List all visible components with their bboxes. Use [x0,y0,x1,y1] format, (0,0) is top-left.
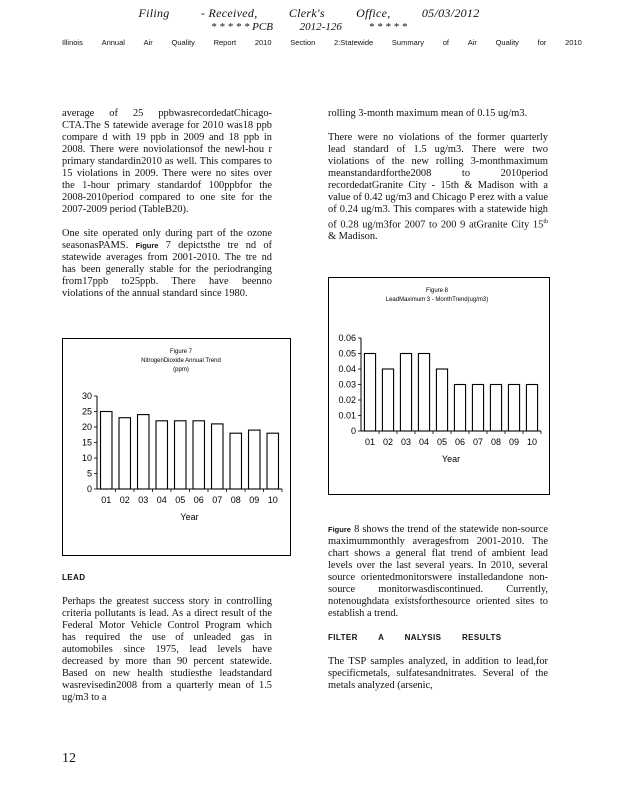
pcb-label: * * * * * PCB [210,21,273,33]
received-word: - Received, [200,6,258,20]
figure-8-svg [329,278,549,494]
paragraph-violations [328,132,548,243]
x-tick-label: 09 [249,495,260,505]
running-header-word: Air [143,38,153,47]
figure-7-chart [62,338,291,556]
bar [230,433,241,489]
chart-title-line: LeadMaximum 3 - MonthTrend(ug/m3) [385,297,489,303]
x-tick-label: 02 [119,495,130,505]
pcb-stamp [0,21,618,33]
y-tick-label: 25 [81,406,92,417]
x-tick-label: 01 [101,495,112,505]
bar [454,385,465,432]
bar [267,433,278,489]
figure-7-svg [63,339,290,555]
x-tick-label: 04 [418,437,430,447]
violations-end: & Madison. [328,231,378,243]
bar [138,415,149,489]
y-tick-label: 0.03 [338,379,356,390]
y-tick-label: 0.01 [338,410,356,421]
x-tick-label: 08 [230,495,241,505]
running-header-word: Summary [391,38,424,47]
filing-date: 05/03/2012 [421,6,480,20]
running-header-word: 2010 [254,38,272,47]
running-header-word: 2:Statewide [333,38,374,47]
y-tick-label: 15 [81,437,92,448]
running-header-word: 2010 [565,38,582,47]
paragraph-figure-8 [328,524,548,620]
chart-title-line: (ppm) [173,367,189,373]
bar [175,421,186,489]
y-tick-label: 20 [81,422,92,432]
x-tick-label: 07 [472,437,484,447]
x-tick-label: 10 [267,495,278,505]
running-header-word: Report [213,38,237,47]
left-column [62,108,272,312]
y-tick-label: 30 [81,391,92,401]
bar [400,354,411,432]
bar [364,354,375,432]
office-word: Office, [356,6,391,20]
figure-8-text: 8 shows the trend of the statewide non-source maximummonthly averagesfrom 2001-2010. The chart shows a general flat trend of ambient lead levels over the last several years. In 2010, several source orientedmonitorswere installedandone non-source monitorwasdiscontinued. Currently, notenoughdata existsforthesource oriented sites to establish a trend. [328,524,548,619]
x-tick-label: 07 [212,495,223,505]
x-tick-label: 05 [436,437,448,447]
running-header-word: Quality [495,38,519,47]
y-tick-label: 0.06 [338,333,356,343]
page-number: 12 [62,751,76,766]
running-header-word: for [537,38,547,47]
filing-stamp [0,6,618,21]
bar [526,385,537,432]
bar [101,412,112,490]
pams-text: One site operated only during part of the ozone seasonasPAMS. [62,228,272,251]
paragraph-pams [62,228,272,300]
y-tick-label: 5 [86,468,92,479]
bar [418,354,429,432]
paragraph-no2-summary: average of 25 ppbwasrecordedatChicago-CTA.The S tatewide average for 2010 was18 ppb compare d with 19 ppb in 2009 and 18 ppb in 2008. There were noviolationsof the newl-hou r primary standardin2010 as well. This compares to 15 violations in 2009. There were no sites over the 1-hour primary standardof 100ppbfor the 2008-2010period compared to one site for the 2007-2009 period (TableB20). [62,108,272,215]
paragraph-rolling-mean: rolling 3-month maximum mean of 0.15 ug/m3. [328,108,528,119]
running-header-word: Annual [101,38,125,47]
x-tick-label: 04 [156,495,167,505]
bar [156,421,167,489]
pcb-number: 2012-126 [299,21,342,33]
paragraph-lead: Perhaps the greatest success story in controlling criteria pollutants is lead. As a direct result of the Federal Motor Vehicle Control Program which has required the use of unleaded gas in automobiles since 1975, lead levels have decreased by more than 90 percent statewide. Based on new health studiesthe leadstandard wasrevisedin2008 from a quarterly mean of 1.5 ug/m3 to a [62,596,272,703]
bar [508,385,519,432]
filter-analysis-heading: FILTER A NALYSIS RESULTS [328,633,502,642]
x-tick-label: 10 [526,437,538,447]
figure-8-reference: Figure [328,525,351,534]
bar [436,369,447,431]
chart-title-line: Figure 8 [425,288,449,294]
running-header [62,38,582,47]
y-tick-label: 0 [86,484,92,494]
x-tick-label: 08 [490,437,502,447]
x-tick-label: 06 [193,495,204,505]
y-tick-label: 0 [350,426,356,436]
bar [193,421,204,489]
x-axis-title: Year [180,512,199,522]
x-axis-title: Year [441,454,461,464]
x-tick-label: 02 [382,437,394,447]
paragraph-filter-analysis: The TSP samples analyzed, in addition to lead,for specificmetals, sulfatesandnitrates. Several of the metals analyzed (arsenic, [328,656,548,691]
pcb-stars: * * * * * [368,21,408,33]
bar [249,430,260,489]
right-column [328,108,548,255]
pams-rest-text: 7 depictsthe tre nd of statewide averages from 2001-2010. The tre nd has been generally stable for the periodranging from17ppb to25ppb. There have beenno violations of the annual standard since 1980. [62,240,273,299]
y-tick-label: 0.02 [338,395,356,405]
right-column-lower [328,524,548,704]
bar [472,385,483,432]
chart-title-line: NitrogenDioxide Annual Trend [141,358,221,364]
bar [119,418,130,489]
y-tick-label: 10 [81,453,92,463]
x-tick-label: 05 [175,495,186,505]
running-header-word: Section [290,38,316,47]
x-tick-label: 09 [508,437,520,447]
y-tick-label: 0.04 [338,364,356,374]
y-tick-label: 0.05 [338,348,356,359]
bar [212,424,223,489]
x-tick-label: 01 [364,437,376,447]
lead-heading: LEAD [62,573,86,582]
violations-text: There were no violations of the former quarterly lead standard of 1.5 ug/m3. There were two violations of the new rolling 3-monthmaximum meanstandardforthe2008 to 2010period recordedatGranite City - 15th & Madison with a value of 0.42 ug/m3 and Chicago P erez with a value of 0.24 ug/m3. This compares with a statewide high of 0.28 ug/m3for 2007 to 200 9 atGranite City 15 [328,132,548,231]
running-header-word: Air [467,38,477,47]
clerks-word: Clerk's [288,6,325,20]
bar [490,385,501,432]
x-tick-label: 03 [138,495,149,505]
x-tick-label: 06 [454,437,466,447]
chart-title-line: Figure 7 [169,349,193,355]
superscript-th: th [543,219,548,225]
left-column-lower [62,572,272,716]
running-header-word: Quality [171,38,195,47]
figure-reference: Figure [135,241,159,250]
filing-word: Filing [138,6,170,20]
running-header-word: of [442,38,449,47]
bar [382,369,393,431]
figure-8-chart [328,277,550,495]
running-header-word: Illinois [62,38,83,47]
x-tick-label: 03 [400,437,412,447]
